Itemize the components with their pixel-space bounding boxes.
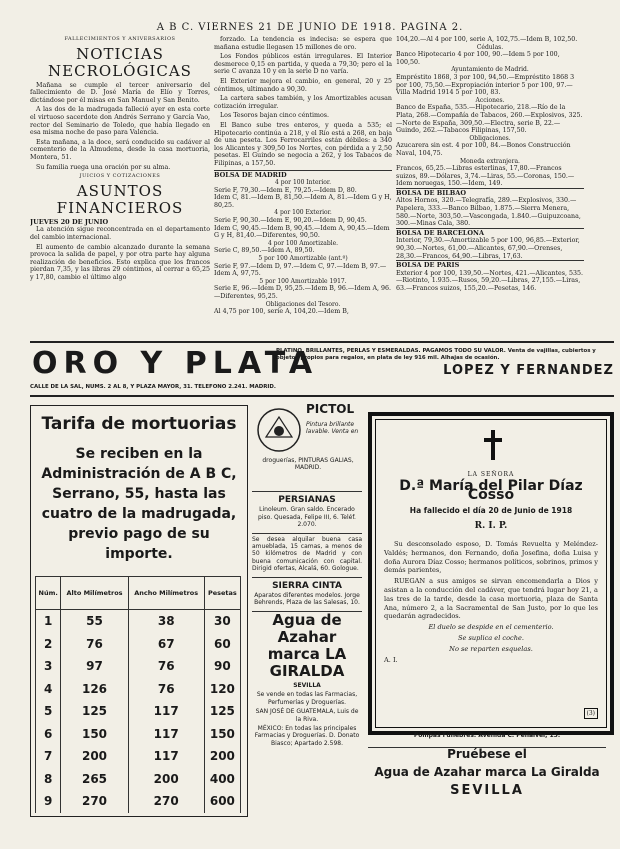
paragraph: Se suplica el coche.	[457, 633, 524, 642]
cell: 600	[204, 790, 240, 813]
subheading: Cédulas.	[476, 43, 504, 51]
cell: 150	[61, 723, 128, 746]
obituary-inner	[375, 419, 607, 728]
quote-row: Banco de España, 535.—Hipotecario, 218.—Río de la Plata, 268.—Compañía de Tabacos, 260.—Explosivos, 325.—Norte de España, 309,50.—Electra, serie B, 22.—Guindo, 262.—Tabacos Filipinas, 157,50.	[396, 104, 583, 135]
cell: 200	[61, 745, 128, 768]
cell: 67	[128, 633, 204, 656]
persianas-text: Linoleum. Gran saldo. Encerado piso. Quesada, Felipe III, 6. Teléf. 2.070.	[258, 506, 356, 529]
paragraph: forzado. La tendencia es indecisa: se espera que mañana estudie llegasen 15 millones de oro.	[214, 36, 392, 51]
subheading: 4 por 100 Amortizable.	[267, 239, 339, 247]
bottom-line3: SEVILLA	[450, 783, 524, 798]
section-heading: BOLSA DE BILBAO	[396, 188, 584, 198]
paragraph: El Exterior mejora el cambio, en general, 20 y 25 céntimos, ultimando a 90,30.	[214, 77, 392, 93]
quote-row: Interior, 79,30.—Amortizable 5 por 100, 96,85.—Exterior, 90,30.—Nortes, 61,00.—Alicantes, 67,90.—Orenses, 28,30.—Francos, 64,90.—Libras, 17,63.	[396, 237, 580, 260]
azahar-text: Se vende en todas las Farmacias, Perfumerías y Droguerías.	[256, 691, 358, 706]
section-heading: BOLSA DE MADRID	[214, 170, 392, 180]
cell: 117	[128, 700, 204, 723]
table-row	[36, 633, 241, 656]
obituary-label: LA SEÑORA	[467, 471, 515, 478]
cell: 125	[204, 700, 240, 723]
dateline: JUEVES 20 DE JUNIO	[30, 217, 109, 226]
oro-brand: LOPEZ Y FERNANDEZ	[443, 363, 614, 378]
cell: 8	[36, 768, 61, 791]
quote-row: Banco Hipotecario 4 por 100, 90.—Idem 5 por 100, 100,50.	[396, 51, 560, 66]
obituary-rip: R. I. P.	[474, 521, 508, 531]
azahar-text2: SAN JOSÉ DE GUATEMALA, Luis de la Riva.	[255, 708, 359, 723]
table-row	[36, 745, 241, 768]
cell: 90	[204, 655, 240, 678]
quote-row: Azucarera sin est. 4 por 100, 84.—Bonos Construcción Naval, 104,75.	[396, 142, 571, 157]
ad-oro-y-plata	[30, 346, 614, 381]
obituary-name: D.ª María del Pilar Díaz Cosso	[399, 478, 583, 504]
cell: 97	[61, 655, 128, 678]
azahar-title: Agua de Azahar marca LA GIRALDA	[267, 610, 347, 680]
quote-row: Al 4,75 por 100, serie A, 104,20.—Idem B,	[214, 308, 349, 316]
bottom-line2: Agua de Azahar marca La Giralda	[374, 765, 600, 779]
quote-row: Empréstito 1868, 3 por 100, 94,50.—Empréstito 1868 3 por 100, 75,50.—Expropiación interior 5 por 100, 97.—Villa Madrid 1914 5 por 100, 83.	[396, 73, 575, 97]
paragraph: Esta mañana, a la doce, será conducido su cadáver al cementerio de la Almudena, desde la casa mortuoria, Montera, 51.	[30, 138, 210, 161]
cell: 30	[204, 610, 240, 633]
ads-column	[252, 402, 362, 749]
oro-text: PLATINO, BRILLANTES, PERLAS Y ESMERALDAS. PAGAMOS TODO SU VALOR. Venta de vajillas, cubiertos y objetos propios para regalos, en plata de ley 916 mil. Alhajas de ocasión.	[276, 348, 596, 361]
quote-row: Serie C, 89,50.—Idem A, 89,50.	[214, 247, 315, 255]
paragraph: La atención sigue reconcentrada en el departamento del cambio internacional.	[30, 226, 210, 241]
paragraph: Mañana se cumple el tercer aniversario del fallecimiento de D. José María de Elío y Torres, dictándose por él misas en San Manuel y San Benito.	[30, 81, 210, 104]
cell: 126	[61, 678, 128, 701]
tarifa-box	[30, 405, 248, 817]
pictol-bottom: droguerías, PINTURAS GALIAS, MADRID.	[262, 457, 354, 472]
title-asuntos: ASUNTOS FINANCIEROS	[56, 181, 184, 217]
quote-row: Idem C, 90,45.—Idem B, 90,45.—Idem A, 90,45.—Idem G y H, 81,40.—Diferentes, 90,50.	[214, 224, 390, 240]
table-row	[36, 768, 241, 791]
sierra-title: SIERRA CINTA	[272, 580, 342, 591]
table-row	[36, 790, 241, 813]
table-header: Pesetas	[204, 577, 240, 610]
quote-row: Serie F, 97.—Idem D, 97.—Idem C, 97.—Idem B, 97.—Idem A, 97,75.	[214, 262, 387, 278]
tarifa-title: Tarifa de mortuorias	[41, 414, 237, 434]
cross-icon	[484, 430, 502, 460]
ad-number: (3)	[584, 708, 599, 719]
persianas-title: PERSIANAS	[278, 495, 336, 505]
cell: 76	[128, 655, 204, 678]
subheading: Obligaciones del Tesoro.	[265, 300, 341, 308]
quote-row: Serie E, 96.—Idem D, 95,25.—Idem B, 96.—Idem A, 96.—Diferentes, 95,25.	[214, 285, 392, 300]
subheading: 4 por 100 Exterior.	[274, 209, 332, 217]
cell: 1	[36, 610, 61, 633]
cell: 3	[36, 655, 61, 678]
paragraph: Su familia ruega una oración por su alma.	[36, 163, 171, 171]
azahar-text3: MÉXICO: En todas las principales Farmacias y Droguerías. D. Donato Biasco; Apartado 2.598.	[254, 724, 360, 747]
pompas-funebres: Pompas Fúnebres. Avenida C. Peñalver, 15.	[413, 732, 561, 739]
cell: 60	[204, 633, 240, 656]
subheading: 5 por 100 Amortizable (ant.º)	[258, 255, 348, 263]
pictol-name: PICTOL	[306, 402, 355, 416]
initials: A. I.	[384, 655, 398, 664]
cell: 270	[61, 790, 128, 813]
paragraph: El aumento de cambio alcanzado durante la semana provoca la salida de papel, y por otra parte hay alguna realización de beneficios. Esto explica que los francos pierdan 7,35, y las libras 29 céntimos, al cerrar a 65,25 y 17,80, cambio el último algo	[30, 243, 210, 281]
paragraph: La cartera sabes también, y los Amortizables acusan cotización irregular.	[214, 95, 392, 110]
paragraph: RUEGAN a sus amigos se sirvan encomendarla a Dios y asistan a la conducción del cadáver, que tendrá lugar hoy 21, a las tres de la tarde, desde la casa mortuoria, plaza de Santa Ana, número 2, a la Sacramental de San Justo, por lo que les quedarán agradecidos.	[384, 577, 598, 621]
cell: 117	[128, 745, 204, 768]
subheading: Moneda extranjera.	[460, 157, 520, 165]
cell: 117	[128, 723, 204, 746]
quote-row: Serie F, 79,30.—Idem E, 79,25.—Idem D, 80.	[214, 186, 357, 194]
kicker-fallecimientos: FALLECIMIENTOS Y ANIVERSARIOS	[64, 36, 176, 42]
pictol-text: Pintura brillante lavable. Venta en	[306, 421, 359, 435]
divider	[30, 341, 614, 343]
subheading: Acciones.	[475, 96, 505, 104]
cell: 400	[204, 768, 240, 791]
quote-row: Serie F, 90,30.—Idem E, 90,20.—Idem D, 90,45.	[214, 217, 367, 225]
obituary-body	[384, 540, 598, 666]
azahar-city: SEVILLA	[293, 681, 321, 689]
bottom-line1: Pruébese el	[447, 747, 527, 761]
section-heading: BOLSA DE BARCELONA	[396, 228, 584, 238]
casa-text: Se desea alquilar buena casa amueblada, 15 camas, a menos de 50 kilómetros de Madrid y con buena comunicación con capital. Dirigid ofertas, Alcalá, 60. Gologue.	[252, 535, 362, 573]
kicker-juicios: JUICIOS Y COTIZACIONES	[79, 173, 161, 180]
quote-row: 104,20.—Al 4 por 100, serie A, 102,75.—Idem B, 102,50.	[396, 36, 578, 43]
cell: 270	[128, 790, 204, 813]
cell: 120	[204, 678, 240, 701]
cell: 2	[36, 633, 61, 656]
oro-address: CALLE DE LA SAL, NUMS. 2 AL 8, Y PLAZA MAYOR, 31. TELEFONO 2.241. MADRID.	[30, 384, 276, 390]
cell: 200	[204, 745, 240, 768]
table-header: Ancho Milímetros	[128, 577, 204, 610]
cell: 76	[128, 678, 204, 701]
paragraph: Su desconsolado esposo, D. Tomás Revuelta y Meléndez-Valdés; hermanos, don Fernando, doña Josefina, doña Luisa y doña Aurora Díaz Cosso; hermanos políticos, sobrinos, primos y demás parientes,	[384, 540, 598, 575]
divider	[252, 533, 362, 534]
table-row	[36, 678, 241, 701]
tarifa-table	[35, 576, 241, 813]
paragraph: A las dos de la madrugada falleció ayer en esta corte el virtuoso sacerdote don Andrés Serrano y García Vao, rector del Seminario de Toledo, que había llegado en esa misma noche de paso para Valencia.	[30, 106, 210, 137]
subheading: Obligaciones.	[469, 134, 511, 142]
ad-pictol	[252, 402, 362, 492]
cell: 125	[61, 700, 128, 723]
cell: 55	[61, 610, 128, 633]
divider	[30, 395, 614, 397]
table-row	[36, 610, 241, 633]
quote-row: Altos Hornos, 320.—Telegrafía, 289.—Explosivos, 330.—Papelera, 333.—Banco Bilbao, 1.875.—Sierra Menera, 580.—Norte, 303,50.—Vascongada, 1.840.—Guipuzcoana, 300.—Minas Cala, 380.	[396, 197, 581, 228]
quote-row: Exterior 4 por 100, 139,50.—Nortes, 421.—Alicantes, 535.—Riotinto, 1.935.—Rusos, 59,20.—Libras, 27,155.—Liras, 63.—Francos suizos, 155,20.—Pesetas, 146.	[396, 269, 583, 292]
column-necrologicas	[30, 36, 210, 336]
tarifa-body: Se reciben en la Administración de A B C, Serrano, 55, hasta las cuatro de la madrugada, previo pago de su importe.	[41, 446, 237, 562]
obituary-box	[368, 412, 614, 735]
pictol-emblem-icon	[256, 407, 302, 453]
title-noticias: NOTICIAS NECROLÓGICAS	[48, 44, 192, 80]
cell: 38	[128, 610, 204, 633]
subheading: Ayuntamiento de Madrid.	[451, 66, 529, 74]
quote-row: Francos, 65,25.—Libras esterlinas, 17,80.—Francos suizos, 89.—Dólares, 3,74.—Liras, 55.—Coronas, 150.—Idem noruegas, 150.—Idem, 149.	[396, 165, 575, 188]
cell: 9	[36, 790, 61, 813]
cell: 76	[61, 633, 128, 656]
table-row	[36, 723, 241, 746]
cell: 6	[36, 723, 61, 746]
table-header: Alto Milímetros	[61, 577, 128, 610]
cell: 7	[36, 745, 61, 768]
section-heading: BOLSA DE PARIS	[396, 260, 584, 270]
table-header: Núm.	[36, 577, 61, 610]
quote-row: Idem C, 81.—Idem B, 81,50.—Idem A, 81.—Idem G y H, 80,25.	[214, 194, 392, 209]
paragraph: No se reparten esquelas.	[449, 644, 533, 653]
obituary-date: Ha fallecido el día 20 de Junio de 1918	[409, 506, 573, 515]
column-bolsa-madrid	[214, 36, 392, 336]
subheading: 5 por 100 Amortizable 1917.	[259, 277, 347, 285]
subheading: 4 por 100 Interior.	[274, 179, 332, 187]
paragraph: El Banco sube tres enteros, y queda a 535; el Hipotecario continúa a 218, y el Río está a 268, en baja de una peseta. Los Ferrocarriles están débiles: a 340 los Alicantes y 309,50 los Nortes, con pérdida a y 2,50 pesetas. El Guindo se negocia a 262, y los Tabacos de Filipinas, a 157,50.	[214, 121, 392, 167]
paragraph: Los Tesoros bajan cinco céntimos.	[220, 112, 330, 120]
sierra-text: Aparatos diferentes modelos. Jorge Behrends, Plaza de las Salesas, 10.	[254, 592, 360, 607]
divider	[252, 577, 362, 578]
paragraph: Los Fondos públicos están irregulares. El Interior desmerece 0,15 en partida, y queda a 79,30; pero el la serie C avanza 10 y en la serie D no varía.	[214, 53, 392, 76]
ad-agua-azahar	[368, 745, 606, 798]
column-bolsas	[396, 36, 584, 336]
table-row	[36, 700, 241, 723]
paragraph: El duelo se despide en el cementerio.	[428, 623, 554, 632]
page-header: A B C. VIERNES 21 DE JUNIO DE 1918. PAGINA 2.	[156, 22, 464, 33]
cell: 4	[36, 678, 61, 701]
oro-title: ORO Y PLATA	[32, 346, 319, 381]
table-row	[36, 655, 241, 678]
cell: 200	[128, 768, 204, 791]
cell: 5	[36, 700, 61, 723]
cell: 265	[61, 768, 128, 791]
cell: 150	[204, 723, 240, 746]
